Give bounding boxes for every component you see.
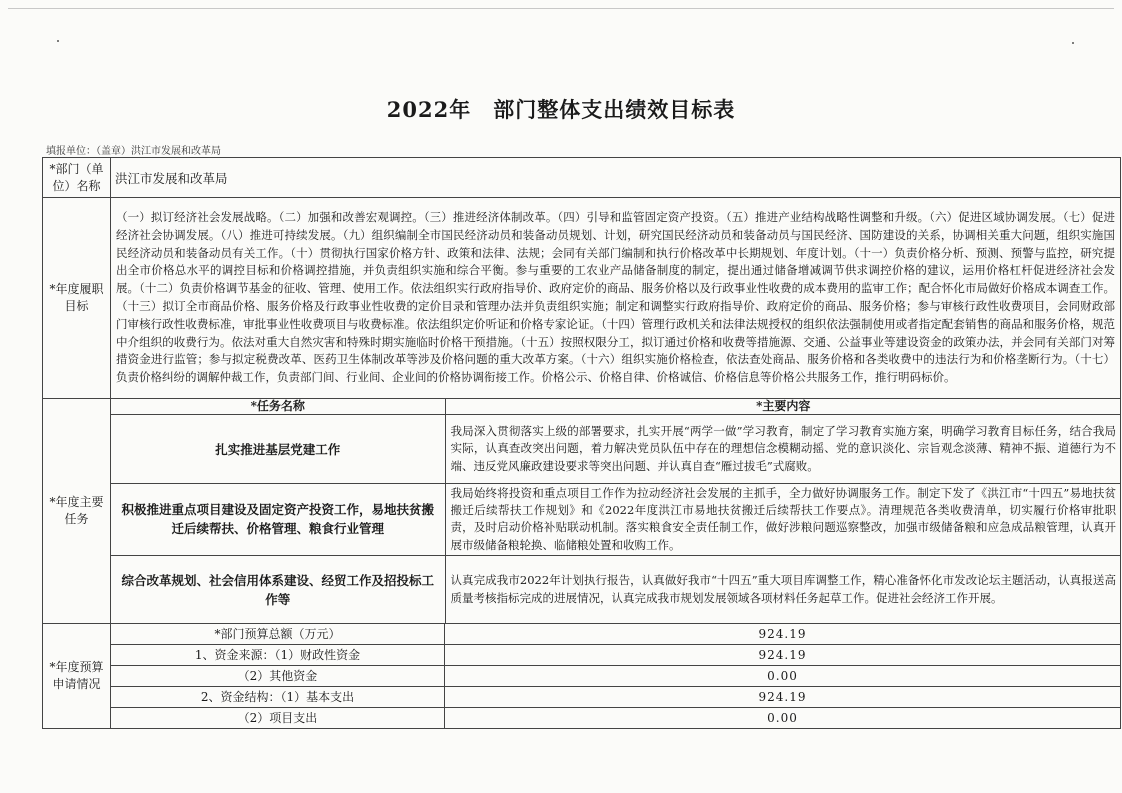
budget-structure-project-value: 0.00: [445, 708, 1121, 729]
tasks-label: *年度主要任务: [43, 399, 111, 624]
filler-label: 填报单位：（盖章）洪江市发展和改革局: [46, 146, 221, 157]
tasks-header-row: [111, 399, 1121, 415]
department-label: *部门（单位）名称: [43, 158, 111, 198]
budget-row: [43, 645, 1121, 666]
task-content: 我局始终将投资和重点项目工作作为拉动经济社会发展的主抓手，全力做好协调服务工作。制定下发了《洪江市“十四五”易地扶贫搬迁后续帮扶工作规划》和《2022年度洪江市易地扶贫搬迁后续帮扶工作要点》。清理规范各类收费清单，切实履行价格审批职责，及时启动价格补贴联动机制。落实粮食安全责任制工作，做好涉粮问题巡察整改，加强市级储备粮和应急成品粮管理，认真开展市级储备粮轮换、临储粮处置和收购工作。: [445, 484, 1121, 556]
budget-source-fiscal-label: 1、资金来源：（1）财政性资金: [111, 645, 445, 666]
task-row: [111, 484, 1121, 556]
task-row: [111, 555, 1121, 623]
budget-source-other-value: 0.00: [445, 666, 1121, 687]
task-content: 认真完成我市2022年计划执行报告，认真做好我市“十四五”重大项目库调整工作，精心准备怀化市发改论坛主题活动，认真报送高质量考核指标完成的进展情况，认真完成我市规划发展领域各项材料任务起草工作。促进社会经济工作开展。: [445, 555, 1121, 623]
budget-row: [43, 708, 1121, 729]
budget-row: [43, 666, 1121, 687]
budget-row: [43, 624, 1121, 645]
budget-source-other-label: （2）其他资金: [111, 666, 445, 687]
department-row: [43, 158, 1121, 198]
task-row: [111, 415, 1121, 484]
department-name: 洪江市发展和改革局: [111, 158, 1121, 198]
task-content: 我局深入贯彻落实上级的部署要求，扎实开展“两学一做”学习教育，制定了学习教育实施方案，明确学习教育目标任务，结合我局实际，认真查改突出问题，着力解决党员队伍中存在的理想信念模糊动摇、党的意识淡化、宗旨观念淡薄、精神不振、道德行为不端、违反党风廉政建设要求等突出问题、并认真自查“雁过拔毛”式腐败。: [445, 415, 1121, 484]
task-name-header: *任务名称: [111, 399, 445, 415]
tasks-row: [43, 399, 1121, 624]
task-name: 积极推进重点项目建设及固定资产投资工作，易地扶贫搬迁后续帮扶、价格管理、粮食行业管理: [111, 484, 445, 556]
budget-label: *年度预算申请情况: [43, 624, 111, 729]
task-name: 综合改革规划、社会信用体系建设、经贸工作及招投标工作等: [111, 555, 445, 623]
budget-structure-basic-value: 924.19: [445, 687, 1121, 708]
tasks-table: [111, 399, 1121, 623]
scan-speck: [57, 40, 59, 42]
document-title: 2022年 部门整体支出绩效目标表: [386, 97, 736, 122]
performance-goal-table: [42, 157, 1121, 729]
budget-row: [43, 687, 1121, 708]
budget-structure-project-label: （2）项目支出: [111, 708, 445, 729]
duties-row: [43, 198, 1121, 399]
duties-label: *年度履职目标: [43, 198, 111, 399]
duties-text: （一）拟订经济社会发展战略。（二）加强和改善宏观调控。（三）推进经济体制改革。（四）引导和监管固定资产投资。（五）推进产业结构战略性调整和升级。（六）促进区域协调发展。（七）促进经济社会协调发展。（八）推进可持续发展。（九）组织编制全市国民经济动员和装备动员规划、计划，研究国民经济动员和装备动员与国民经济、国防建设的关系，协调相关重大问题，组织实施国民经济动员和装备动员有关工作。（十）贯彻执行国家价格方针、政策和法律、法规；会同有关部门编制和执行价格改革中长期规划、年度计划。（十一）负责价格分析、预测、预警与监控，研究提出全市价格总水平的调控目标和价格调控措施，并负责组织实施和综合平衡。参与重要的工农业产品储备制度的制定，提出通过储备增减调节供求调控价格的建议，运用价格杠杆促进经济社会发展。（十二）负责价格调节基金的征收、管理、使用工作。依法组织实行政府指导价、政府定价的商品、服务价格以及行政事业性收费的成本费用的监审工作；配合怀化市局做好价格成本调查工作。（十三）拟订全市商品价格、服务价格及行政事业性收费的定价目录和管理办法并负责组织实施；制定和调整实行政府指导价、政府定价的商品、服务价格；参与审核行政性收费项目，会同财政部门审核行政性收费标准，审批事业性收费项目与收费标准。依法组织定价听证和价格专家论证。（十四）管理行政机关和法律法规授权的组织依法强制使用或者指定配套销售的商品和服务价格，规范中介组织的收费行为。依法对重大自然灾害和特殊时期实施临时价格干预措施。（十五）按照权限分工，拟订通过价格和收费等措施源、交通、公益事业等建设资金的政策办法，并会同有关部门对筹措资金进行监管；参与拟定税费改革、医药卫生体制改革等涉及价格问题的重大改革方案。（十六）组织实施价格检查，依法查处商品、服务价格和各类收费中的违法行为和价格垄断行为。（十七）负责价格纠纷的调解仲裁工作，负责部门间、行业间、企业间的价格协调衔接工作。价格公示、价格自律、价格诚信、价格信息等价格公共服务工作，推行明码标价。: [111, 198, 1121, 399]
scan-speck: [1072, 42, 1074, 44]
task-name: 扎实推进基层党建工作: [111, 415, 445, 484]
tasks-container: [111, 399, 1121, 624]
budget-structure-basic-label: 2、资金结构：（1）基本支出: [111, 687, 445, 708]
budget-total-label: *部门预算总额（万元）: [111, 624, 445, 645]
scan-edge-line: [8, 8, 1114, 9]
task-content-header: *主要内容: [445, 399, 1121, 415]
budget-source-fiscal-value: 924.19: [445, 645, 1121, 666]
budget-total-value: 924.19: [445, 624, 1121, 645]
